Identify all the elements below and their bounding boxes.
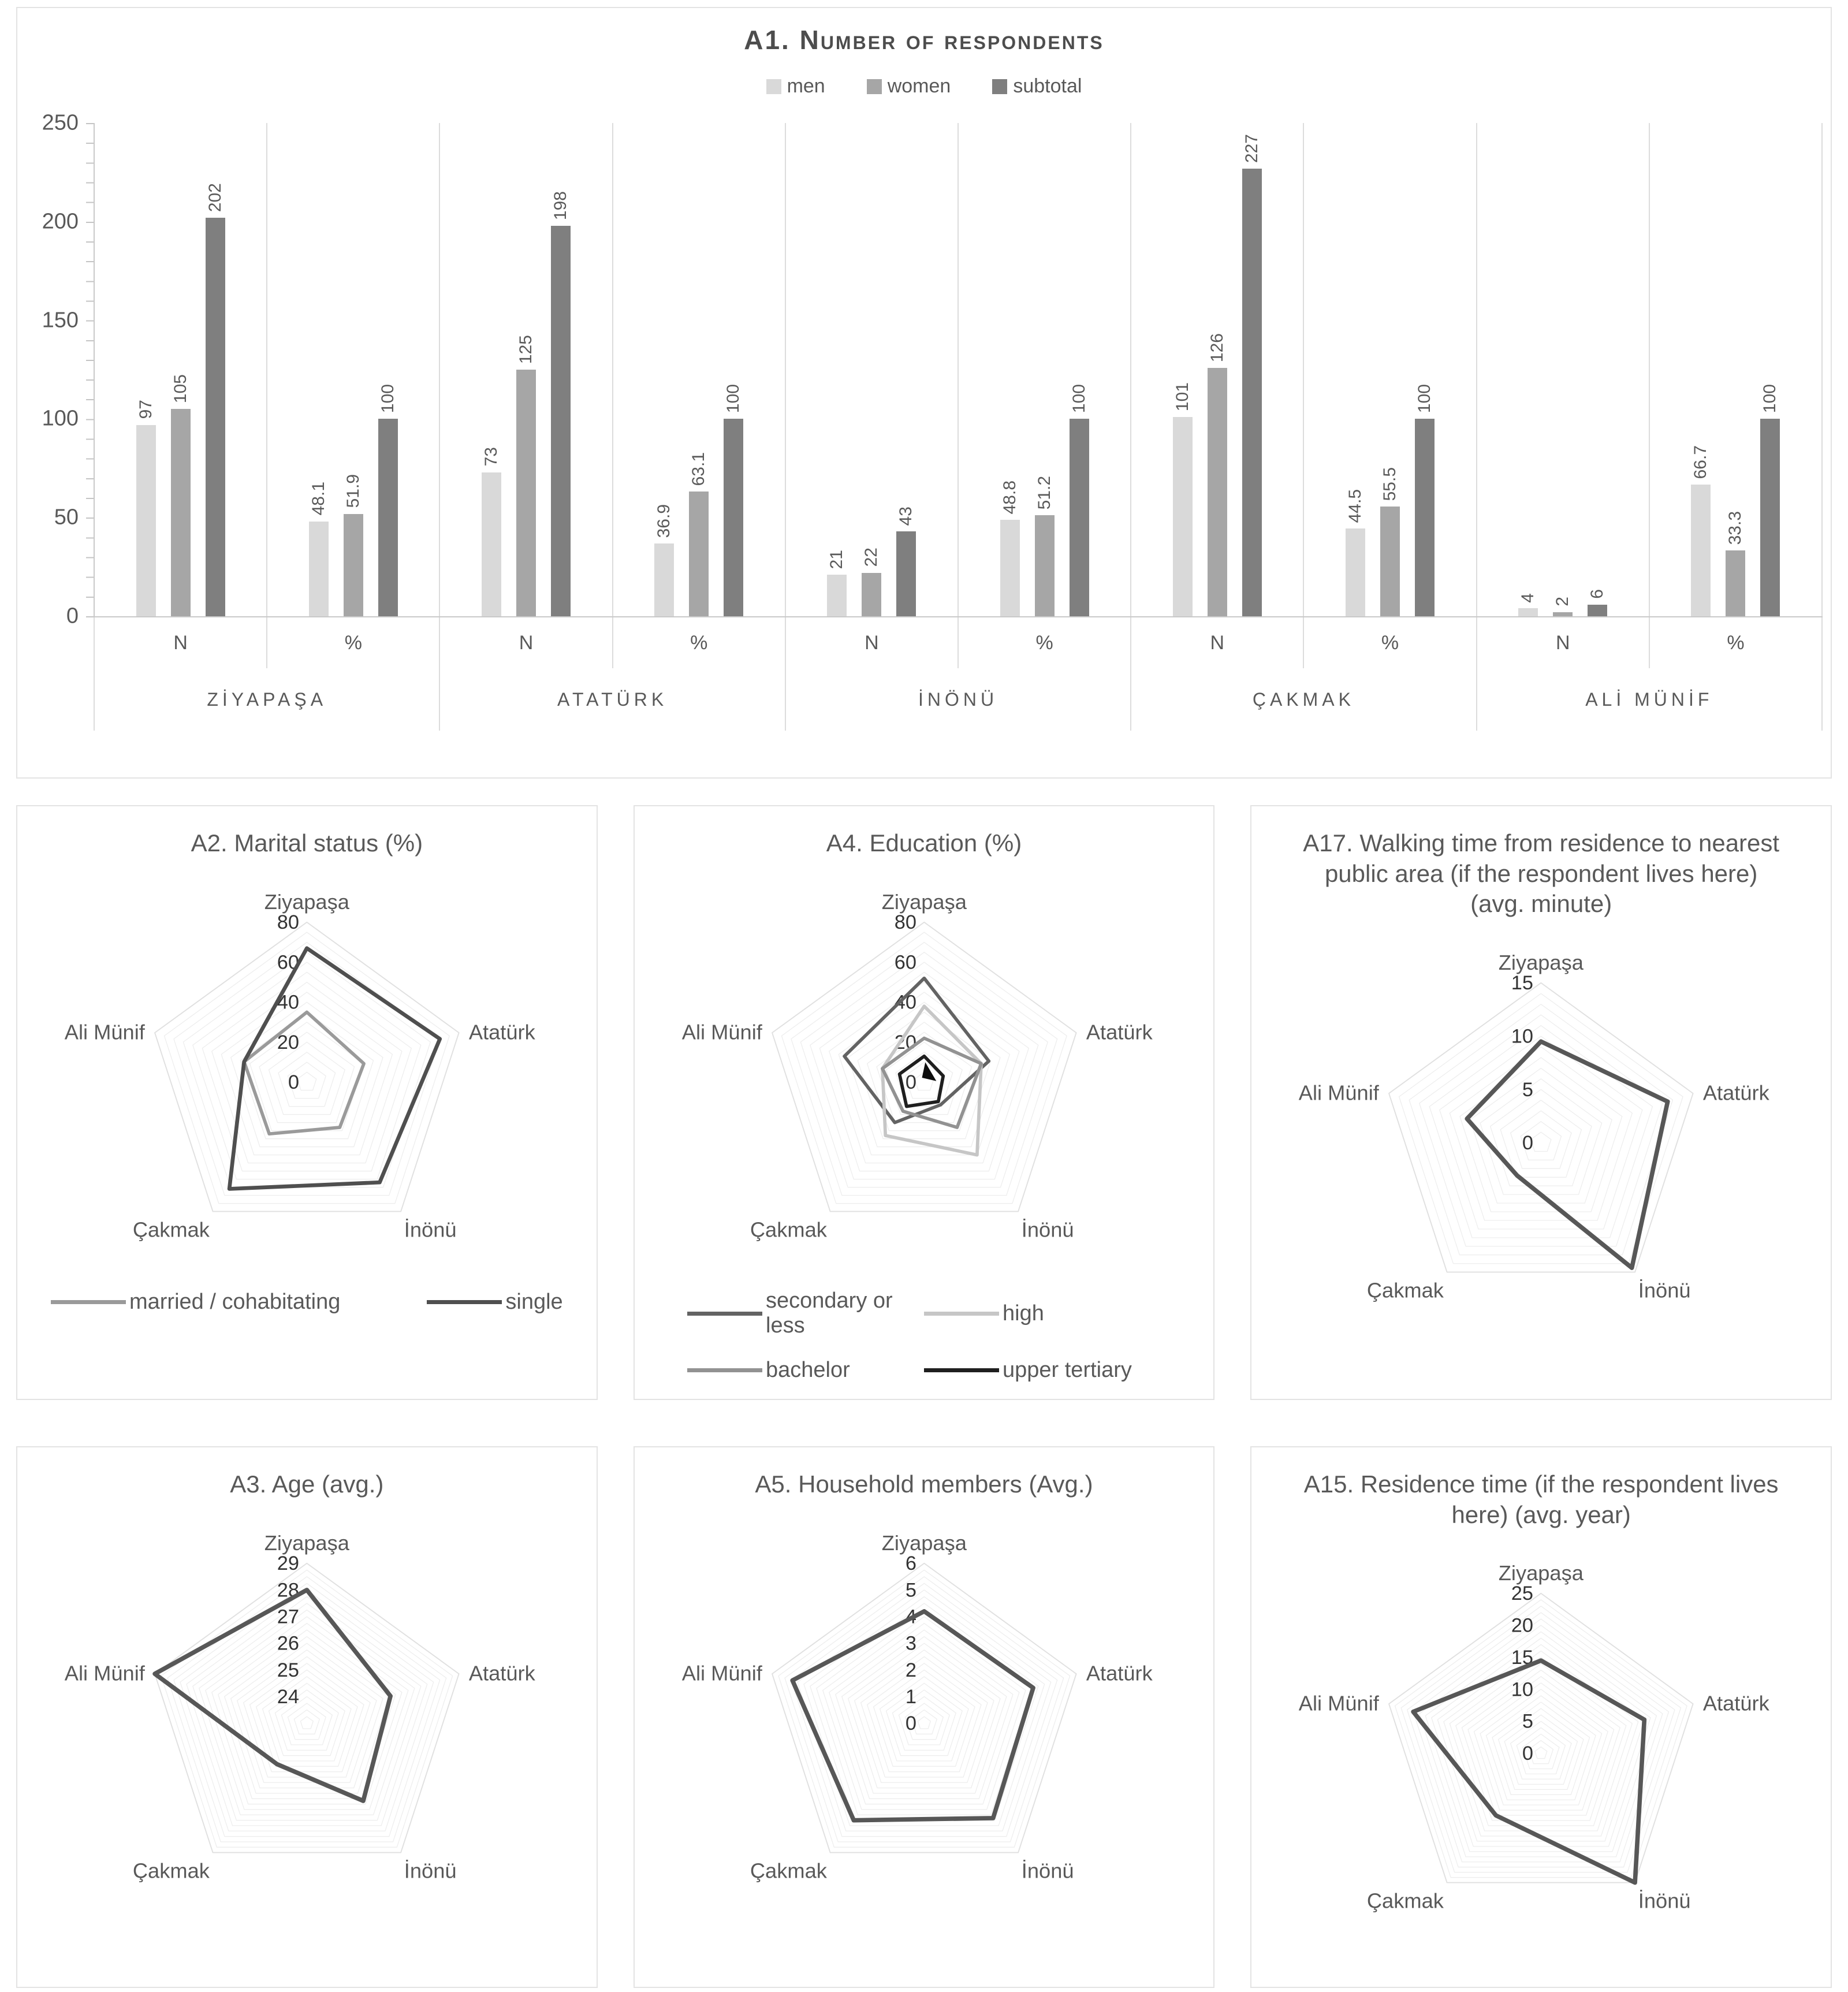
bar-slot xyxy=(1518,123,1538,616)
bar-value-label: 100 xyxy=(1415,384,1435,414)
bar xyxy=(689,492,709,616)
bar xyxy=(724,419,743,616)
bar xyxy=(862,573,881,616)
bar-slot xyxy=(1035,123,1055,616)
bar-value-label: 63.1 xyxy=(689,452,709,486)
radar-axis-label: Atatürk xyxy=(1703,1081,1770,1105)
chart-title-a3: A3. Age (avg.) xyxy=(230,1470,384,1498)
bar xyxy=(1070,419,1089,616)
radar-tick-label: 60 xyxy=(277,951,299,973)
bar-slot xyxy=(344,123,363,616)
bar-value-label: 125 xyxy=(516,334,535,364)
radar-ring xyxy=(297,1072,316,1090)
bar-slot xyxy=(1208,123,1227,616)
radar-panel-a4 xyxy=(634,805,1215,1400)
legend-swatch-high xyxy=(924,1312,999,1316)
bar-subgroup xyxy=(1304,123,1477,616)
legend-swatch-women xyxy=(867,79,882,94)
radar-tick-label: 1 xyxy=(905,1685,916,1708)
radar-chart-a3 xyxy=(31,1500,583,1930)
bar xyxy=(1346,528,1365,616)
legend-a1 xyxy=(17,75,1831,98)
bar xyxy=(378,419,398,616)
bar xyxy=(1035,515,1055,616)
bar xyxy=(1691,485,1711,616)
bar-value-label: 126 xyxy=(1207,333,1227,362)
radar-tick-label: 5 xyxy=(1522,1078,1534,1101)
bar-slot xyxy=(1242,123,1262,616)
bar-value-label: 33.3 xyxy=(1726,511,1745,545)
bar xyxy=(1415,419,1435,616)
legend-a2 xyxy=(51,1290,563,1315)
radar-tick-label: 25 xyxy=(277,1659,299,1681)
bar-value-label: 51.2 xyxy=(1034,475,1054,510)
radar-axis-label: Ali Münif xyxy=(681,1661,762,1685)
bar xyxy=(1760,419,1780,616)
bar-subgroup xyxy=(1131,123,1304,616)
bar-slot xyxy=(1588,123,1607,616)
radar-tick-label: 24 xyxy=(277,1685,299,1708)
radar-axis-label: Ziyapaşa xyxy=(264,1531,349,1555)
radar-axis-label: Ziyapaşa xyxy=(1499,1561,1584,1585)
bar xyxy=(551,226,571,616)
bar-slot xyxy=(1380,123,1400,616)
radar-tick-label: 0 xyxy=(288,1071,299,1093)
bar-value-label: 101 xyxy=(1172,382,1192,411)
bar-value-label: 100 xyxy=(1069,384,1089,414)
radar-axis-label: Çakmak xyxy=(1367,1889,1444,1913)
legend-item-single xyxy=(427,1290,562,1315)
bar xyxy=(1208,368,1227,616)
bar-value-label: 36.9 xyxy=(654,504,674,538)
legend-item-upper-tertiary xyxy=(924,1358,1161,1383)
bar-subgroup xyxy=(1477,123,1650,616)
y-axis-tick-label: 150 xyxy=(42,308,79,333)
axis-sublabel: % xyxy=(959,617,1131,668)
bar-subgroup xyxy=(1650,123,1823,616)
radar-tick-label: 3 xyxy=(905,1632,916,1655)
radar-tick-label: 6 xyxy=(905,1552,916,1574)
radar-axis-label: Ziyapaşa xyxy=(1499,950,1584,974)
bar-value-label: 73 xyxy=(482,447,501,467)
bar xyxy=(482,472,501,616)
legend-item-women xyxy=(867,75,951,98)
radar-tick-label: 2 xyxy=(905,1659,916,1681)
axis-row-districts xyxy=(94,668,1823,731)
radar-chart-a17 xyxy=(1265,919,1817,1350)
radar-ring xyxy=(294,1710,319,1734)
radar-panel-a3 xyxy=(16,1446,598,1988)
bar-slot xyxy=(827,123,847,616)
bar-slot xyxy=(1726,123,1745,616)
bar-slot xyxy=(1070,123,1089,616)
bar-value-label: 22 xyxy=(862,548,881,567)
radar-ring xyxy=(180,1589,434,1830)
bar-subgroup xyxy=(959,123,1131,616)
radar-tick-label: 26 xyxy=(277,1632,299,1655)
radar-axis-label: Ali Münif xyxy=(681,1020,762,1044)
bar-value-label: 100 xyxy=(724,384,743,414)
radar-chart-a4 xyxy=(649,859,1200,1289)
bar-slot xyxy=(171,123,191,616)
radar-tick-label: 80 xyxy=(277,911,299,933)
legend-item-subtotal xyxy=(992,75,1082,98)
radar-ring xyxy=(155,922,459,1211)
bar xyxy=(516,370,536,616)
radar-ring xyxy=(918,1717,930,1729)
bar-chart-panel-a1 xyxy=(16,7,1832,779)
bar-value-label: 105 xyxy=(170,374,190,404)
radar-tick-label: 27 xyxy=(277,1606,299,1628)
chart-title-a15: A15. Residence time (if the respondent lives here) (avg. year) xyxy=(1303,1470,1779,1528)
bar xyxy=(1588,605,1607,616)
radar-ring xyxy=(1531,1132,1551,1151)
radar-axis-label: Çakmak xyxy=(132,1859,210,1883)
bar xyxy=(1242,169,1262,616)
radar-chart-a2 xyxy=(31,859,583,1289)
radar-tick-label: 0 xyxy=(1522,1742,1534,1765)
radar-ring xyxy=(174,942,440,1195)
radar-ring xyxy=(880,1676,968,1760)
axis-sublabel: N xyxy=(1477,617,1650,668)
bar-slot xyxy=(378,123,398,616)
radar-chart-a15 xyxy=(1265,1530,1817,1960)
bar xyxy=(136,425,156,616)
plot-wrap xyxy=(94,123,1823,731)
chart-title-a4: A4. Education (%) xyxy=(826,829,1022,857)
legend-a4 xyxy=(687,1289,1161,1383)
radar-ring xyxy=(816,1610,1031,1815)
bar-slot xyxy=(862,123,881,616)
legend-swatch-subtotal xyxy=(992,79,1007,94)
bar-slot xyxy=(654,123,674,616)
bar-slot xyxy=(482,123,501,616)
bar-slot xyxy=(1691,123,1711,616)
chart-title-a1: A1. Number of respondents xyxy=(744,25,1104,55)
bar xyxy=(1553,612,1573,616)
radar-tick-label: 5 xyxy=(1522,1710,1534,1733)
radar-tick-label: 60 xyxy=(894,951,916,973)
radar-axis-label: İnönü xyxy=(1638,1889,1691,1913)
y-axis xyxy=(29,110,94,628)
radar-ring xyxy=(1440,1036,1642,1229)
bar-slot xyxy=(1760,123,1780,616)
radar-axis-label: Atatürk xyxy=(468,1661,535,1685)
legend-swatch-married xyxy=(51,1300,126,1304)
radar-tick-label: 5 xyxy=(905,1578,916,1601)
bar-slot xyxy=(1000,123,1020,616)
radar-axis-label: Atatürk xyxy=(1086,1020,1153,1044)
radar-ring xyxy=(841,1636,1006,1793)
legend-item-bachelor xyxy=(687,1358,924,1383)
bar-slot xyxy=(1173,123,1193,616)
bar-value-label: 48.8 xyxy=(1000,480,1019,515)
bar-value-label: 48.1 xyxy=(308,482,328,516)
radar-row-1 xyxy=(16,805,1832,1400)
bar-slot xyxy=(689,123,709,616)
bar-value-label: 202 xyxy=(205,183,225,212)
y-axis-tick-label: 250 xyxy=(42,110,79,135)
y-axis-tick-label: 100 xyxy=(42,406,79,431)
legend-swatch-single xyxy=(427,1300,502,1304)
district-label: ATATÜRK xyxy=(440,668,785,731)
radar-ring xyxy=(798,1589,1051,1830)
radar-axis-label: Çakmak xyxy=(132,1217,210,1242)
radar-tick-label: 20 xyxy=(277,1031,299,1053)
radar-tick-label: 29 xyxy=(277,1552,299,1574)
bar xyxy=(344,514,363,616)
bar xyxy=(309,522,329,616)
radar-axis-label: Atatürk xyxy=(1703,1691,1770,1715)
bar xyxy=(1726,550,1745,616)
radar-axis-label: Ziyapaşa xyxy=(881,889,967,914)
bar-subgroup xyxy=(786,123,959,616)
radar-ring xyxy=(1535,1747,1547,1759)
radar-axis-label: Atatürk xyxy=(468,1020,535,1044)
bar-slot xyxy=(1346,123,1365,616)
bar xyxy=(1380,507,1400,616)
radar-axis-label: Çakmak xyxy=(750,1859,827,1883)
radar-tick-label: 0 xyxy=(905,1071,916,1093)
radar-chart-a5 xyxy=(649,1500,1200,1930)
radar-axis-label: Ali Münif xyxy=(64,1661,145,1685)
radar-ring xyxy=(300,1717,313,1729)
bar xyxy=(896,531,916,616)
bar-plot xyxy=(94,123,1823,617)
radar-tick-label: 15 xyxy=(1511,1646,1534,1669)
legend-label-secondary: secondary or less xyxy=(766,1289,893,1338)
bar-slot xyxy=(206,123,225,616)
bar-slot xyxy=(309,123,329,616)
radar-axis-label: Ziyapaşa xyxy=(264,889,349,914)
legend-label-women: women xyxy=(887,75,951,97)
radar-axis-label: Ali Münif xyxy=(1299,1691,1380,1715)
legend-swatch-men xyxy=(766,79,781,94)
legend-label-men: men xyxy=(787,75,825,97)
radar-tick-label: 40 xyxy=(277,991,299,1014)
radar-ring xyxy=(259,1032,355,1122)
bar-value-label: 4 xyxy=(1518,593,1538,603)
bar-slot xyxy=(724,123,743,616)
radar-ring xyxy=(1470,1068,1612,1203)
radar-ring xyxy=(1499,1708,1584,1789)
bar-chart-area xyxy=(17,110,1831,731)
radar-ring xyxy=(772,922,1076,1211)
y-axis-tick-label: 0 xyxy=(66,604,79,628)
legend-item-men xyxy=(766,75,825,98)
legend-item-secondary xyxy=(687,1289,924,1338)
radar-axis-label: Ziyapaşa xyxy=(881,1531,967,1555)
legend-swatch-bachelor xyxy=(687,1368,762,1372)
radar-tick-label: 20 xyxy=(894,1031,916,1053)
bar-slot xyxy=(1415,123,1435,616)
district-label: ÇAKMAK xyxy=(1131,668,1477,731)
chart-title-a5: A5. Household members (Avg.) xyxy=(755,1470,1093,1498)
bar-value-label: 66.7 xyxy=(1691,445,1711,479)
bar xyxy=(1000,520,1020,616)
radar-axis-label: Atatürk xyxy=(1086,1661,1153,1685)
radar-tick-label: 10 xyxy=(1511,1678,1534,1701)
bar-value-label: 6 xyxy=(1588,589,1607,599)
radar-ring xyxy=(1491,1089,1592,1186)
district-label: ALİ MÜNİF xyxy=(1477,668,1823,731)
legend-label-high: high xyxy=(1003,1301,1044,1325)
radar-axis-label: İnönü xyxy=(1021,1859,1074,1883)
chart-title-a2: A2. Marital status (%) xyxy=(191,829,423,857)
radar-tick-label: 25 xyxy=(1511,1583,1534,1605)
bar-slot xyxy=(516,123,536,616)
axis-sublabel: N xyxy=(95,617,267,668)
axis-sublabel: % xyxy=(267,617,440,668)
bar-slot xyxy=(1553,123,1573,616)
radar-panel-a15 xyxy=(1250,1446,1832,1988)
legend-item-married xyxy=(51,1290,340,1315)
radar-axis-label: Ali Münif xyxy=(64,1020,145,1044)
axis-row-n-percent xyxy=(94,617,1823,668)
bar-value-label: 21 xyxy=(827,549,847,569)
radar-tick-label: 20 xyxy=(1511,1614,1534,1637)
bar-value-label: 44.5 xyxy=(1346,489,1365,523)
radar-row-2 xyxy=(16,1446,1832,1988)
district-label: İNÖNÜ xyxy=(786,668,1131,731)
radar-panel-a5 xyxy=(634,1446,1215,1988)
bar-value-label: 55.5 xyxy=(1380,467,1400,501)
y-axis-tick-label: 50 xyxy=(54,505,79,530)
district-label: ZİYAPAŞA xyxy=(95,668,440,731)
radar-tick-label: 0 xyxy=(905,1712,916,1734)
radar-ring xyxy=(263,1676,352,1760)
legend-swatch-secondary xyxy=(687,1312,762,1316)
radar-tick-label: 15 xyxy=(1511,971,1534,994)
radar-tick-label: 0 xyxy=(1522,1131,1534,1154)
bar xyxy=(1173,417,1193,616)
bar-value-label: 100 xyxy=(378,384,397,414)
bar-value-label: 51.9 xyxy=(343,474,363,508)
radar-axis-label: Çakmak xyxy=(750,1217,827,1242)
legend-label-subtotal: subtotal xyxy=(1013,75,1082,97)
radar-series-line xyxy=(1467,1041,1668,1268)
legend-label-single: single xyxy=(505,1290,563,1315)
radar-ring xyxy=(199,1610,415,1815)
radar-tick-label: 4 xyxy=(905,1606,916,1628)
legend-label-bachelor: bachelor xyxy=(766,1358,850,1383)
bar-slot xyxy=(896,123,916,616)
radar-tick-label: 80 xyxy=(894,911,916,933)
bar xyxy=(654,543,674,616)
bar-slot xyxy=(551,123,571,616)
axis-sublabel: % xyxy=(613,617,786,668)
axis-sublabel: % xyxy=(1304,617,1477,668)
bar xyxy=(206,218,225,616)
radar-tick-label: 10 xyxy=(1511,1025,1534,1048)
bar-subgroup xyxy=(95,123,267,616)
bar-slot xyxy=(136,123,156,616)
radar-axis-label: İnönü xyxy=(404,1217,457,1242)
chart-title-a17: A17. Walking time from residence to nearest public area (if the respondent lives here) (avg. minute) xyxy=(1303,829,1780,917)
bar-value-label: 100 xyxy=(1760,384,1780,414)
bar-subgroup xyxy=(440,123,613,616)
radar-axis-label: İnönü xyxy=(1638,1278,1691,1302)
legend-swatch-upper-tertiary xyxy=(924,1368,999,1372)
radar-axis-label: Ali Münif xyxy=(1299,1081,1380,1105)
axis-sublabel: N xyxy=(786,617,959,668)
axis-sublabel: % xyxy=(1650,617,1823,668)
radar-axis-label: Çakmak xyxy=(1367,1278,1444,1302)
axis-sublabel: N xyxy=(1131,617,1304,668)
y-axis-tick-label: 200 xyxy=(42,209,79,234)
bar xyxy=(827,575,847,616)
axis-sublabel: N xyxy=(440,617,613,668)
legend-label-married: married / cohabitating xyxy=(129,1290,341,1315)
radar-series-line xyxy=(229,948,440,1189)
radar-tick-label: 28 xyxy=(277,1578,299,1601)
bar-value-label: 43 xyxy=(896,506,916,526)
bar-subgroup xyxy=(267,123,440,616)
radar-tick-label: 40 xyxy=(894,991,916,1014)
legend-label-upper-tertiary: upper tertiary xyxy=(1003,1358,1132,1383)
bar-value-label: 97 xyxy=(136,400,155,419)
bar xyxy=(1518,608,1538,616)
radar-ring xyxy=(1438,1644,1645,1841)
bar-value-label: 198 xyxy=(551,191,570,220)
radar-panel-a2 xyxy=(16,805,598,1400)
radar-axis-label: İnönü xyxy=(404,1859,457,1883)
radar-axis-label: İnönü xyxy=(1021,1217,1074,1242)
bar xyxy=(171,409,191,616)
bar-subgroup xyxy=(613,123,786,616)
y-axis-minor-ticks xyxy=(86,123,94,617)
radar-panel-a17 xyxy=(1250,805,1832,1400)
legend-item-high xyxy=(924,1289,1161,1338)
bar-value-label: 2 xyxy=(1553,597,1573,607)
bar-value-label: 227 xyxy=(1242,133,1261,163)
